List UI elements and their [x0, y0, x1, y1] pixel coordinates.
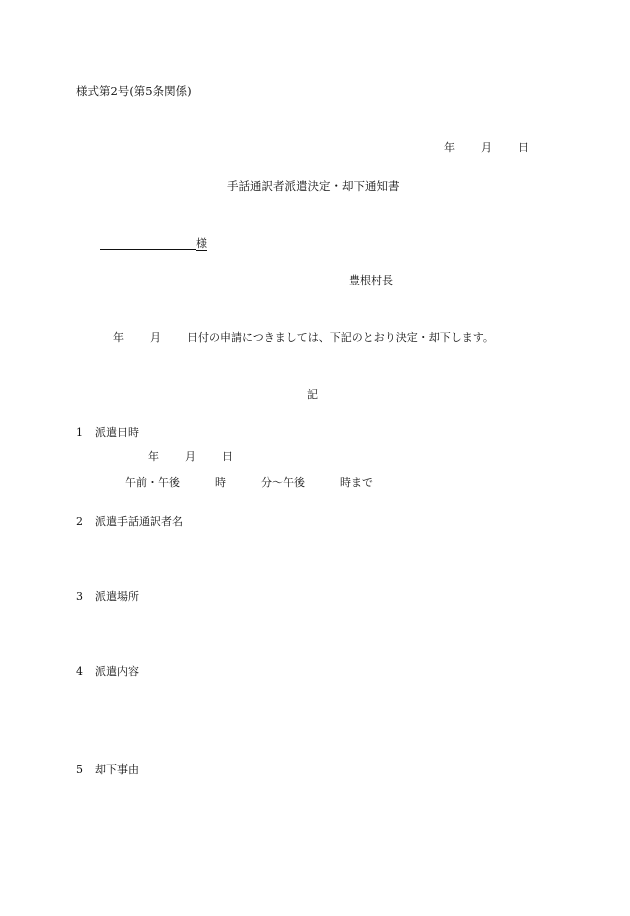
document-title: 手話通訳者派遣決定・却下通知書	[227, 179, 400, 193]
day-label: 日	[222, 450, 233, 463]
body-year: 年	[113, 331, 124, 344]
item-number: 4	[76, 665, 83, 678]
item-label: 派遣内容	[95, 665, 139, 678]
item-rejection-reason	[76, 764, 139, 775]
dispatch-date-line	[148, 451, 233, 462]
item-label: 却下事由	[95, 763, 139, 776]
ampm-label: 午前・午後	[125, 476, 180, 489]
recipient-name-blank	[100, 237, 196, 250]
year-label: 年	[148, 450, 159, 463]
item-number: 5	[76, 763, 83, 776]
item-dispatch-content	[76, 666, 139, 677]
item-label: 派遣手話通訳者名	[95, 515, 183, 528]
day-label: 日	[518, 141, 529, 154]
issue-date-line	[444, 142, 529, 153]
form-number: 様式第2号(第5条関係)	[76, 84, 192, 98]
item-label: 派遣場所	[95, 590, 139, 603]
item-dispatch-datetime	[76, 427, 139, 438]
dispatch-time-line	[125, 477, 373, 488]
item-dispatch-place	[76, 591, 139, 602]
recipient-line	[100, 237, 207, 250]
year-label: 年	[444, 141, 455, 154]
item-number: 3	[76, 590, 83, 603]
issuer-name: 豊根村長	[349, 274, 393, 287]
body-month: 月	[150, 331, 161, 344]
item-number: 2	[76, 515, 83, 528]
item-label: 派遣日時	[95, 426, 139, 439]
recipient-honorific: 様	[196, 237, 207, 250]
hour-label: 時	[215, 476, 226, 489]
body-paragraph	[113, 332, 494, 343]
month-label: 月	[185, 450, 196, 463]
end-hour-label: 時まで	[340, 476, 373, 489]
month-label: 月	[481, 141, 492, 154]
item-number: 1	[76, 426, 83, 439]
ki-heading: 記	[307, 388, 318, 401]
body-rest: 日付の申請につきましては、下記のとおり決定・却下します。	[187, 331, 494, 344]
item-interpreter-name	[76, 516, 183, 527]
minute-to-label: 分〜午後	[261, 476, 305, 489]
